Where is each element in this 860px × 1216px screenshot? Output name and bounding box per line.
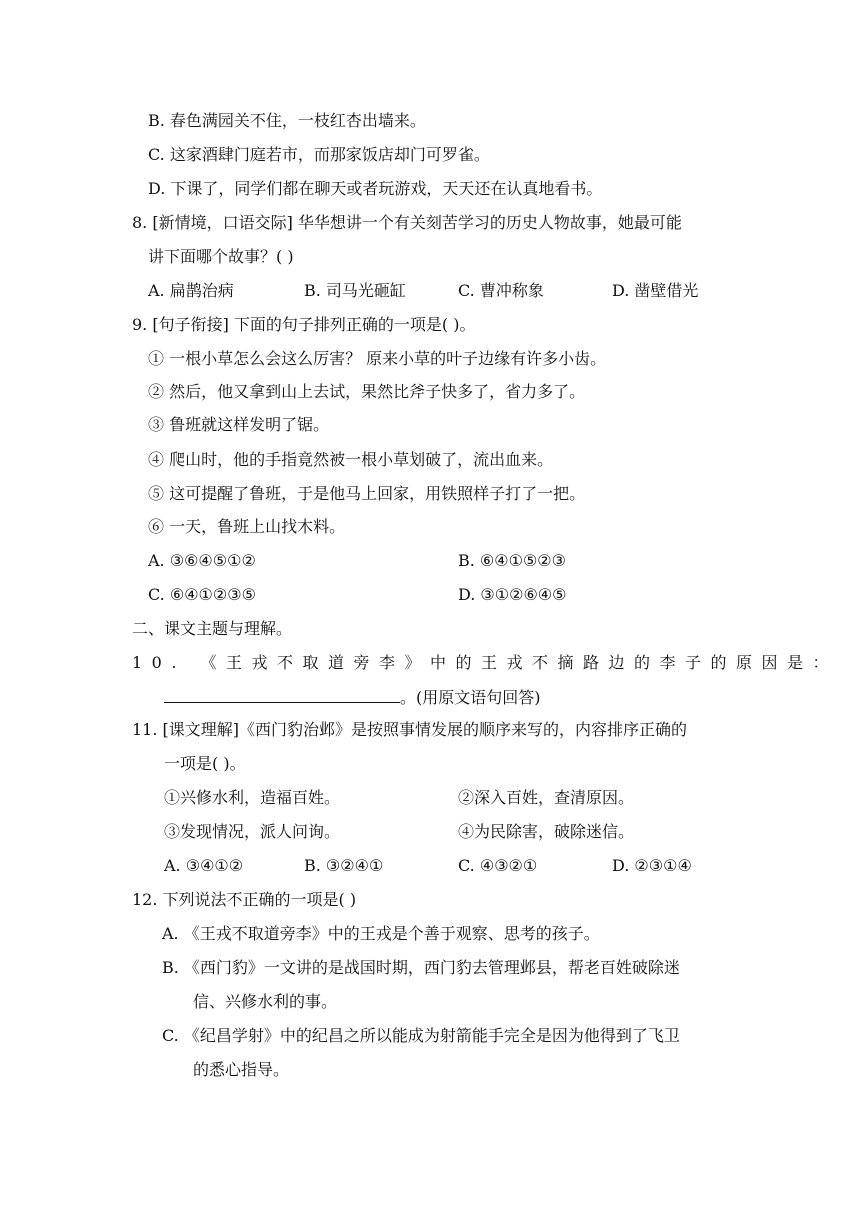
q9-sentence-2: ② 然后，他又拿到山上去试，果然比斧子快多了，省力多了。 [148, 382, 586, 401]
q11-item-4: ④为民除害，破除迷信。 [458, 822, 635, 841]
q8-stem-line2: 讲下面哪个故事？( ) [148, 247, 294, 266]
q12-option-c-line2: 的悉心指导。 [193, 1060, 290, 1079]
q11-item-3: ③发现情况，派人问询。 [164, 822, 341, 841]
q10-answer-blank[interactable] [164, 686, 400, 703]
section-2-title: 二、课文主题与理解。 [132, 619, 293, 638]
q9-option-b: B. ⑥④①⑤②③ [458, 551, 566, 570]
q7-option-c: C. 这家酒肆门庭若市，而那家饭店却门可罗雀。 [148, 145, 490, 164]
q8-stem-line1: 8. [新情境，口语交际] 华华想讲一个有关刻苦学习的历史人物故事，她最可能 [132, 213, 682, 232]
q11-stem-line2: 一项是( )。 [164, 754, 246, 773]
q11-item-1: ①兴修水利，造福百姓。 [164, 788, 341, 807]
q9-sentence-3: ③ 鲁班就这样发明了锯。 [148, 415, 330, 434]
q12-stem: 12. 下列说法不正确的一项是( ) [132, 890, 357, 909]
q12-option-b-line1: B. 《西门豹》一文讲的是战国时期，西门豹去管理邺县，帮老百姓破除迷 [162, 958, 680, 977]
q7-option-d: D. 下课了，同学们都在聊天或者玩游戏，天天还在认真地看书。 [148, 179, 603, 198]
q12-option-b-line2: 信、兴修水利的事。 [193, 992, 338, 1011]
q9-sentence-1: ① 一根小草怎么会这么厉害？ 原来小草的叶子边缘有许多小齿。 [148, 349, 607, 368]
q9-sentence-6: ⑥ 一天，鲁班上山找木料。 [148, 517, 346, 536]
q11-option-a: A. ③④①② [164, 856, 244, 875]
q8-option-d: D. 凿壁借光 [612, 281, 699, 300]
q10-stem-line2 [164, 686, 541, 709]
q9-option-d: D. ③①②⑥④⑤ [458, 585, 567, 604]
q9-sentence-4: ④ 爬山时，他的手指竟然被一根小草划破了，流出血来。 [148, 450, 554, 469]
q8-option-a: A. 扁鹊治病 [148, 281, 234, 300]
q8-option-b: B. 司马光砸缸 [304, 281, 406, 300]
q12-option-c-line1: C. 《纪昌学射》中的纪昌之所以能成为射箭能手完全是因为他得到了飞卫 [162, 1026, 680, 1045]
q9-option-a: A. ③⑥④⑤①② [148, 551, 256, 570]
q9-stem: 9. [句子衔接] 下面的句子排列正确的一项是( )。 [132, 315, 476, 334]
q11-item-2: ②深入百姓，查清原因。 [458, 788, 635, 807]
q12-option-a: A. 《王戎不取道旁李》中的王戎是个善于观察、思考的孩子。 [162, 924, 600, 943]
q8-option-c: C. 曹冲称象 [458, 281, 544, 300]
q10-stem-line1: 10. 《王戎不取道旁李》中的王戎不摘路边的李子的原因是： [132, 653, 839, 672]
q11-stem-line1: 11. [课文理解]《西门豹治邺》是按照事情发展的顺序来写的，内容排序正确的 [132, 720, 688, 739]
q10-instruction: 。(用原文语句回答) [400, 688, 541, 707]
q9-sentence-5: ⑤ 这可提醒了鲁班，于是他马上回家，用铁照样子打了一把。 [148, 484, 586, 503]
q7-option-b: B. 春色满园关不住，一枝红杏出墙来。 [148, 111, 426, 130]
q9-option-c: C. ⑥④①②③⑤ [148, 585, 256, 604]
q11-option-b: B. ③②④① [304, 856, 384, 875]
q11-option-d: D. ②③①④ [612, 856, 692, 875]
q11-option-c: C. ④③②① [458, 856, 538, 875]
